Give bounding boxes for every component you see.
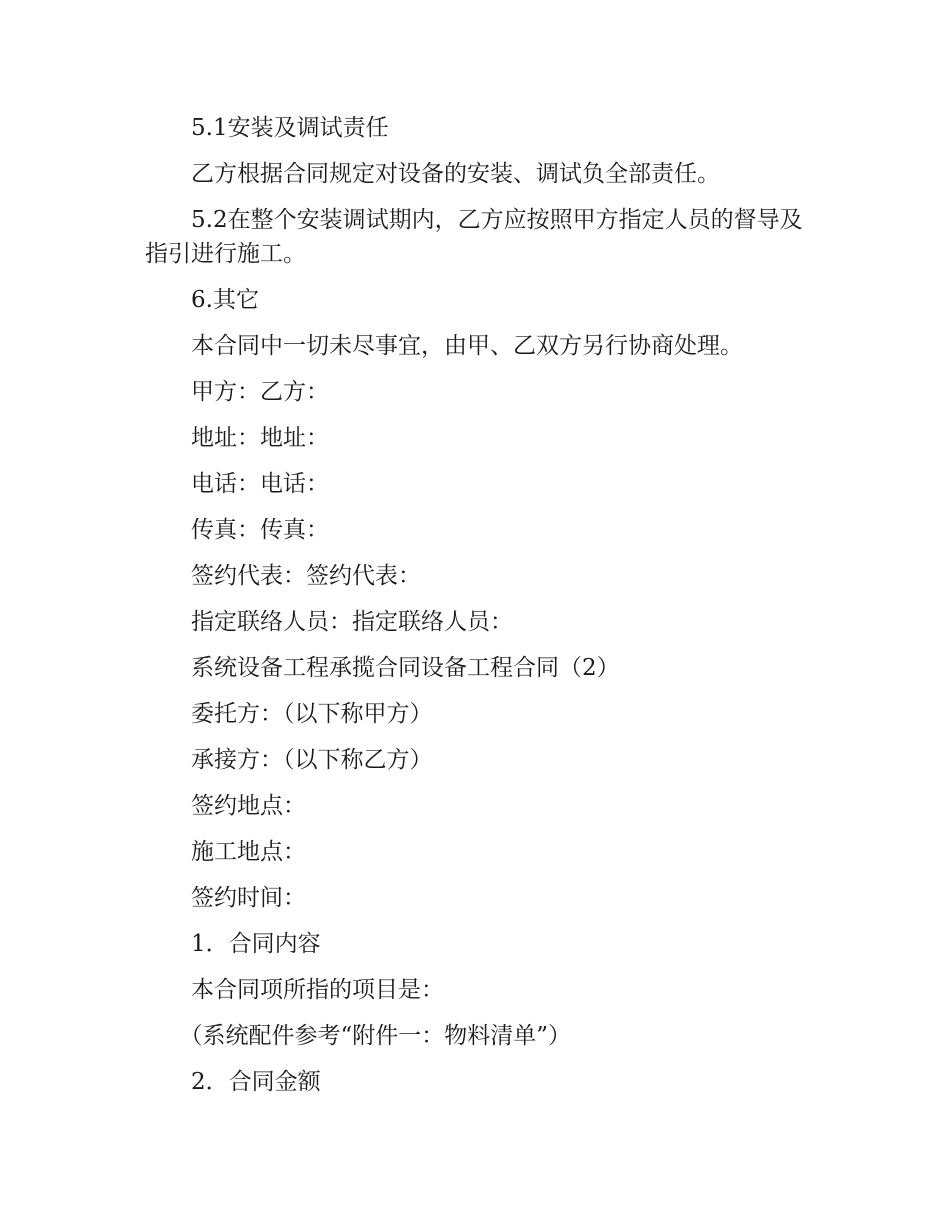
address-line: 地址：地址： — [145, 425, 329, 451]
signing-representative-line: 签约代表：签约代表： — [145, 563, 421, 589]
section-1-heading: 1．合同内容 — [145, 931, 321, 957]
contact-person-line: 指定联络人员：指定联络人员： — [145, 609, 513, 635]
project-scope-line: 本合同项所指的项目是： — [145, 977, 444, 1003]
signing-time-line: 签约时间： — [145, 885, 306, 911]
section-5-2-text: 5.2在整个安装调试期内，乙方应按照甲方指定人员的督导及指引进行施工。 — [145, 207, 803, 267]
install-responsibility-text: 乙方根据合同规定对设备的安装、调试负全部责任。 — [145, 161, 720, 187]
fax-line: 传真：传真： — [145, 517, 329, 543]
phone-line: 电话：电话： — [145, 471, 329, 497]
signing-location-line: 签约地点： — [145, 793, 306, 819]
client-line: 委托方：（以下称甲方） — [145, 701, 433, 727]
section-6-heading: 6.其它 — [145, 287, 259, 313]
contract-title: 系统设备工程承揽合同设备工程合同（2） — [145, 655, 620, 681]
other-matters-text: 本合同中一切未尽事宜，由甲、乙双方另行协商处理。 — [145, 333, 743, 359]
attachment-reference-line: （系统配件参考“附件一：物料清单”） — [145, 1023, 572, 1049]
construction-location-line: 施工地点： — [145, 839, 306, 865]
contractor-line: 承接方：（以下称乙方） — [145, 747, 433, 773]
section-5-1-heading: 5.1安装及调试责任 — [145, 115, 389, 141]
section-2-heading: 2．合同金额 — [145, 1069, 321, 1095]
party-line: 甲方：乙方： — [145, 379, 329, 405]
